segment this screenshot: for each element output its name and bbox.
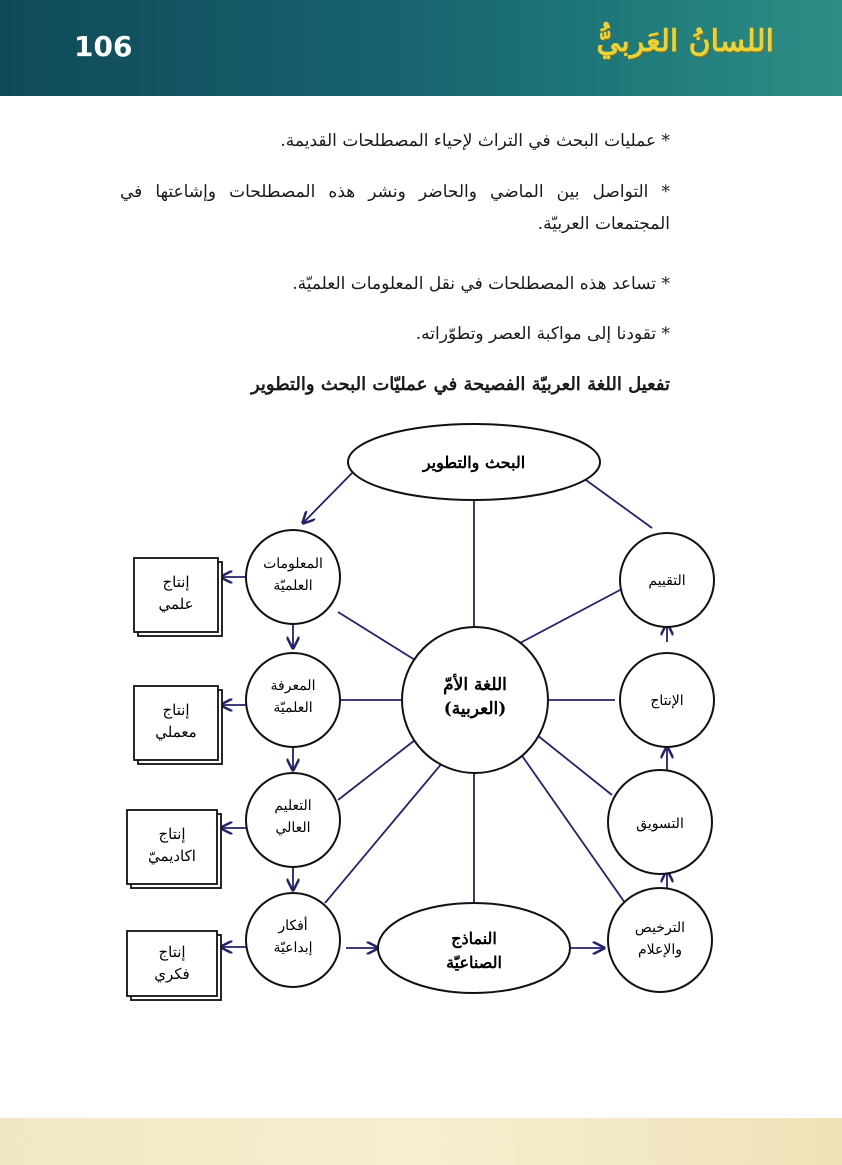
node-knowledge-label-2: العلميّة [273, 700, 313, 716]
box-intellectual-label-1: إنتاج [158, 943, 186, 961]
page-number: 106 [74, 30, 133, 63]
node-licensing [608, 888, 712, 992]
node-research-label: البحث والتطوير [422, 453, 526, 472]
node-info-label-2: العلميّة [273, 578, 313, 594]
spoke-info [338, 612, 415, 660]
box-academic-label-1: إنتاج [158, 825, 186, 843]
node-education-label-2: العالي [275, 820, 311, 836]
node-eval-label: التقييم [648, 573, 686, 589]
node-models [378, 903, 570, 993]
box-scientific-label-2: علمي [158, 595, 194, 613]
arrow-research-info [303, 470, 355, 523]
node-ideas-label-2: إبداعيّة [273, 940, 313, 956]
spoke-marketing [537, 735, 612, 795]
node-education-label-1: التعليم [274, 798, 312, 814]
box-academic-label-2: اكاديميّ [148, 847, 196, 865]
bullet-4: * تقودنا إلى مواكبة العصر وتطوّراته. [415, 324, 670, 344]
node-models-label-1: النماذج [451, 929, 497, 948]
node-licensing-label-1: الترخيص [634, 920, 686, 936]
node-info [246, 530, 340, 624]
node-marketing-label: التسويق [636, 816, 684, 832]
box-lab-label-2: معملي [155, 723, 197, 741]
bullet-3: * تساعد هذه المصطلحات في نقل المعلومات العلميّة. [292, 274, 670, 294]
bullet-1: * عمليات البحث في التراث لإحياء المصطلحات القديمة. [280, 131, 670, 151]
book-logo: اللسانُ العَربيُّ [596, 24, 774, 59]
node-models-label-2: الصناعيّة [446, 953, 502, 972]
box-intellectual [127, 931, 217, 996]
node-knowledge-label-1: المعرفة [270, 678, 316, 694]
node-center-label-1: اللغة الأمّ [443, 675, 507, 695]
node-ideas-label-1: أفكار [278, 918, 308, 934]
spoke-education [338, 740, 415, 800]
box-intellectual-label-2: فكري [154, 965, 190, 983]
page-footer [0, 1118, 842, 1165]
spoke-ideas [325, 756, 448, 903]
node-info-label-1: المعلومات [263, 556, 323, 572]
section-heading: تفعيل اللغة العربيّة الفصيحة في عمليّات البحث والتطوير [250, 374, 670, 395]
box-lab-label-1: إنتاج [162, 701, 190, 719]
box-scientific-label-1: إنتاج [162, 573, 190, 591]
node-licensing-label-2: والإعلام [637, 942, 683, 958]
spoke-eval [520, 590, 620, 643]
bullet-2: * التواصل بين الماضي والحاضر ونشر هذه المصطلحات وإشاعتها في المجتمعات العربيّة. [120, 182, 670, 235]
node-center-label-2: (العربية) [443, 699, 507, 719]
node-prod-label: الإنتاج [650, 693, 684, 709]
